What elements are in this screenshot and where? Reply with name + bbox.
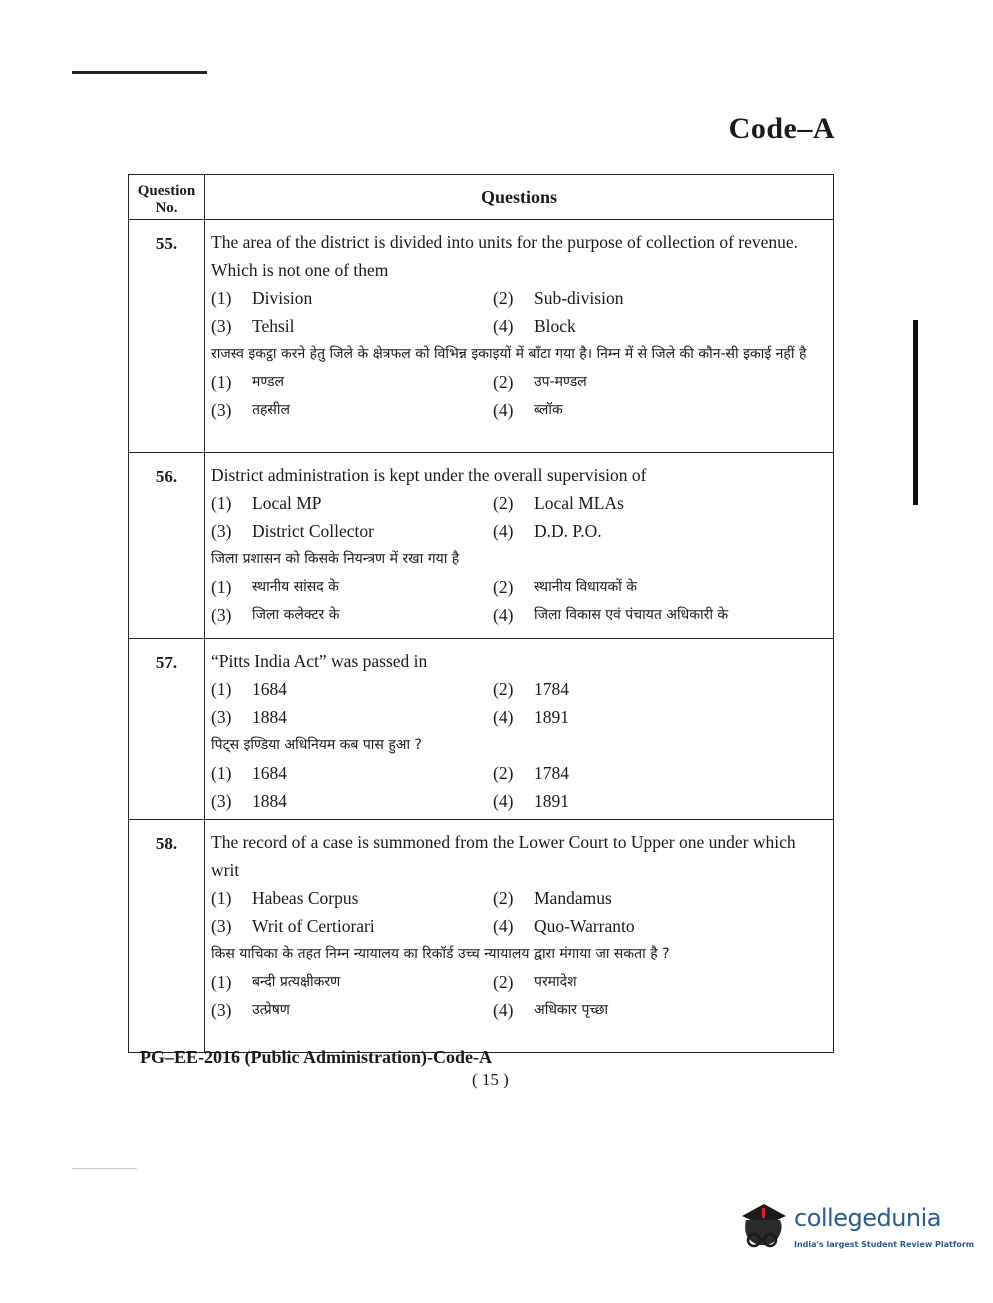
question-body (205, 220, 833, 452)
question-text-en: The record of a case is summoned from the Lower Court to Upper one under which writ (211, 832, 796, 880)
page-number: ( 15 ) (472, 1070, 509, 1089)
question-row (129, 220, 833, 453)
option: (3) Tehsil (211, 316, 295, 336)
option: (4) ब्लॉक (493, 400, 563, 420)
option: (3) 1884 (211, 791, 287, 811)
col-questions-header: Questions (480, 187, 558, 207)
question-text-en: The area of the district is divided into units for the purpose of collection of revenue. Which is not one of them (211, 232, 799, 280)
option: (4) 1891 (493, 791, 569, 811)
option: (1) Habeas Corpus (211, 888, 359, 908)
option: (2) Mandamus (493, 888, 612, 908)
option: (4) D.D. P.O. (493, 521, 602, 541)
brand-name: collegedunia (794, 1204, 942, 1232)
graduate-mascot-icon (736, 1198, 792, 1254)
question-text-hi: किस याचिका के तहत निम्न न्यायालय का रिकॉर्ड उच्च न्यायालय द्वारा मंगाया जा सकता है ? (211, 946, 670, 962)
col-question-no-header: Question No. (129, 175, 205, 219)
question-text-hi: जिला प्रशासन को किसके नियन्त्रण में रखा गया है (211, 551, 460, 567)
option: (3) 1884 (211, 707, 287, 727)
option: (1) Division (211, 288, 313, 308)
option: (2) परमादेश (493, 972, 577, 992)
option: (1) 1684 (211, 763, 287, 783)
option: (4) 1891 (493, 707, 569, 727)
top-rule (72, 71, 207, 74)
question-row (129, 639, 833, 820)
question-body (205, 639, 833, 819)
options-en (211, 884, 827, 940)
option: (3) तहसील (211, 400, 290, 420)
options-hi (211, 968, 827, 1024)
option: (1) बन्दी प्रत्यक्षीकरण (211, 972, 341, 992)
option: (2) 1784 (493, 679, 569, 699)
table-header (129, 175, 833, 220)
options-hi (211, 573, 827, 629)
code-title: Code–A (728, 112, 835, 145)
brand-watermark (736, 1198, 975, 1258)
option: (4) Block (493, 316, 576, 336)
question-text-en: District administration is kept under the overall supervision of (211, 465, 647, 485)
faint-rule (72, 1168, 137, 1169)
question-text-hi: राजस्व इकट्ठा करने हेतु जिले के क्षेत्रफल को विभिन्न इकाइयों में बाँटा गया है। निम्न में से जिले की कौन-सी इकाई नहीं है (211, 346, 807, 362)
question-number: 58. (129, 820, 205, 1052)
question-number: 55. (129, 220, 205, 452)
question-body (205, 453, 833, 638)
options-hi (211, 759, 827, 815)
option: (1) 1684 (211, 679, 287, 699)
option: (2) 1784 (493, 763, 569, 783)
option: (2) उप-मण्डल (493, 372, 587, 392)
option: (2) Sub-division (493, 288, 624, 308)
question-row (129, 453, 833, 639)
option: (2) Local MLAs (493, 493, 624, 513)
question-text-en: “Pitts India Act” was passed in (211, 651, 428, 671)
scan-edge-mark (913, 320, 918, 505)
brand-tagline: India's largest Student Review Platform (794, 1240, 975, 1249)
question-row (129, 820, 833, 1052)
option: (2) स्थानीय विधायकों के (493, 577, 638, 597)
option: (1) Local MP (211, 493, 322, 513)
option: (1) मण्डल (211, 372, 285, 392)
options-en (211, 489, 827, 545)
option: (3) उत्प्रेषण (211, 1000, 290, 1020)
option: (3) District Collector (211, 521, 374, 541)
question-number: 57. (129, 639, 205, 819)
question-number: 56. (129, 453, 205, 638)
questions-table (128, 174, 834, 1053)
options-en (211, 675, 827, 731)
option: (4) अधिकार पृच्छा (493, 1000, 609, 1020)
question-body (205, 820, 833, 1052)
option: (4) Quo-Warranto (493, 916, 635, 936)
option: (3) Writ of Certiorari (211, 916, 375, 936)
option: (3) जिला कलेक्टर के (211, 605, 340, 625)
options-hi (211, 368, 827, 424)
exam-footer-label: PG–EE-2016 (Public Administration)-Code-A (140, 1047, 493, 1067)
options-en (211, 284, 827, 340)
option: (1) स्थानीय सांसद के (211, 577, 339, 597)
question-text-hi: पिट्स इण्डिया अधिनियम कब पास हुआ ? (211, 737, 422, 753)
option: (4) जिला विकास एवं पंचायत अधिकारी के (493, 605, 729, 625)
